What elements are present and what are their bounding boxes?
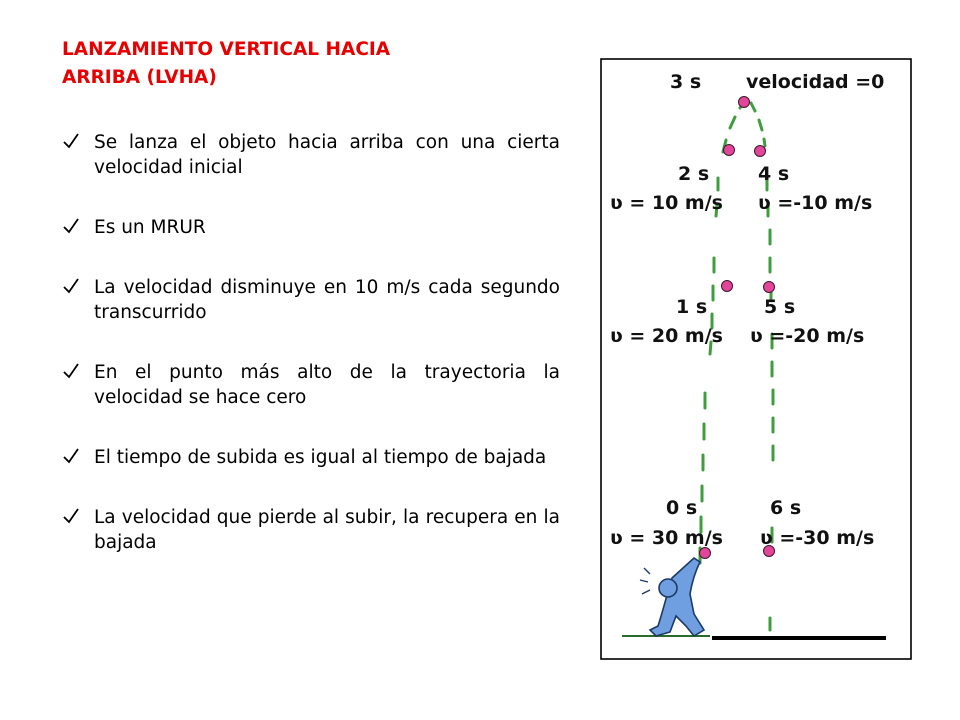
ball-icon xyxy=(764,282,775,293)
vertical-launch-figure xyxy=(600,58,912,660)
slide-title xyxy=(62,36,562,92)
bullet-text: Se lanza el objeto hacia arriba con una cierta velocidad inicial xyxy=(94,132,560,178)
down-velocity-label-5s: ʋ =-20 m/s xyxy=(750,325,865,347)
down-time-label-6s: 6 s xyxy=(770,497,802,519)
checkmark-icon xyxy=(62,131,80,151)
up-time-label-0s: 0 s xyxy=(666,497,698,519)
bullet-text: La velocidad disminuye en 10 m/s cada segundo transcurrido xyxy=(94,277,560,323)
checkmark-icon xyxy=(62,446,80,466)
bullet-item xyxy=(62,215,560,240)
ball-icon xyxy=(700,548,711,559)
up-time-label-1s: 1 s xyxy=(676,296,708,318)
slide-title-line-1: LANZAMIENTO VERTICAL HACIA xyxy=(62,39,391,60)
down-velocity-label-6s: ʋ =-30 m/s xyxy=(760,527,875,549)
checkmark-icon xyxy=(62,506,80,526)
bullet-text: Es un MRUR xyxy=(94,217,206,238)
checkmark-icon xyxy=(62,276,80,296)
bullet-list xyxy=(62,130,560,555)
ball-icon xyxy=(722,281,733,292)
down-time-label-5s: 5 s xyxy=(764,296,796,318)
ball-icon xyxy=(739,97,750,108)
bullet-text: El tiempo de subida es igual al tiempo de bajada xyxy=(94,447,547,468)
up-time-label-2s: 2 s xyxy=(678,163,710,185)
ball-icon xyxy=(724,145,735,156)
up-velocity-label-2s: ʋ = 10 m/s xyxy=(610,192,723,214)
ball-icon xyxy=(755,146,766,157)
up-velocity-label-0s: ʋ = 30 m/s xyxy=(610,527,723,549)
slide-title-line-2: ARRIBA (LVHA) xyxy=(62,67,217,88)
bullet-item xyxy=(62,445,560,470)
bullet-item xyxy=(62,360,560,410)
down-time-label-4s: 4 s xyxy=(758,163,790,185)
bullet-text: En el punto más alto de la trayectoria la velocidad se hace cero xyxy=(94,362,560,408)
checkmark-icon xyxy=(62,361,80,381)
figure-canvas xyxy=(600,58,912,660)
bullet-item xyxy=(62,275,560,325)
down-velocity-label-4s: ʋ =-10 m/s xyxy=(758,192,873,214)
bullet-item xyxy=(62,130,560,180)
top-time-label: 3 s xyxy=(670,71,702,93)
bullet-text: La velocidad que pierde al subir, la recupera en la bajada xyxy=(94,507,560,553)
top-velocity-label: velocidad =0 xyxy=(746,71,885,93)
up-velocity-label-1s: ʋ = 20 m/s xyxy=(610,325,723,347)
bullet-item xyxy=(62,505,560,555)
checkmark-icon xyxy=(62,216,80,236)
